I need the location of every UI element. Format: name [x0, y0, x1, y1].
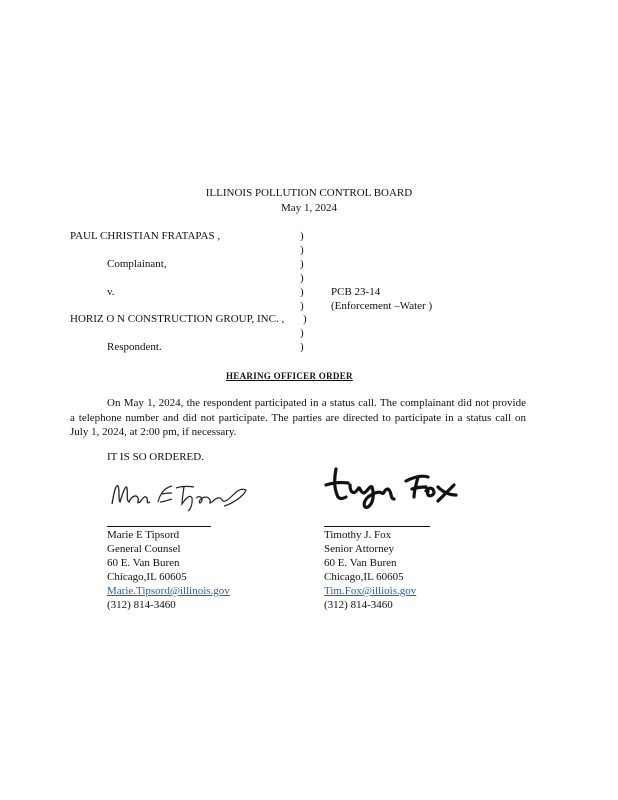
board-name: ILLINOIS POLLUTION CONTROL BOARD	[205, 187, 413, 199]
so-ordered: IT IS SO ORDERED.	[107, 451, 204, 463]
caption-paren: )	[300, 341, 304, 353]
caption-paren: )	[300, 300, 304, 312]
signatory-email-link[interactable]: Marie.Tipsord@illinois.gov	[107, 585, 230, 597]
respondent-name: HORIZ O N CONSTRUCTION GROUP, INC. ,	[70, 313, 285, 325]
caption-paren: )	[300, 230, 304, 242]
signature-tipsord	[106, 478, 254, 512]
caption-paren: )	[303, 313, 307, 325]
versus-label: v.	[107, 286, 115, 298]
respondent-label: Respondent.	[107, 341, 162, 353]
order-paragraph-text: On May 1, 2024, the respondent participated in a status call. The complainant did not provide a telephone number and did not participate. The parties are directed to participate in a status call on July 1, 2024, at 2:00 pm, if necessary.	[70, 397, 526, 438]
caption-paren: )	[300, 258, 304, 270]
signature-line-tipsord	[107, 526, 211, 527]
caption-paren: )	[300, 327, 304, 339]
signatory-phone: (312) 814-3460	[324, 599, 393, 611]
case-number: PCB 23-14	[331, 286, 381, 298]
case-type: (Enforcement –Water )	[331, 300, 433, 312]
order-paragraph	[70, 396, 526, 440]
caption-paren: )	[300, 272, 304, 284]
signatory-address: 60 E. Van Buren	[107, 557, 180, 569]
signatory-city: Chicago,IL 60605	[324, 571, 404, 583]
caption-paren: )	[300, 244, 304, 256]
signatory-phone: (312) 814-3460	[107, 599, 176, 611]
signatory-city: Chicago,IL 60605	[107, 571, 187, 583]
signatory-address: 60 E. Van Buren	[324, 557, 397, 569]
signatory-title: General Counsel	[107, 543, 181, 555]
signatory-name: Timothy J. Fox	[324, 529, 392, 541]
signature-line-fox	[324, 526, 430, 527]
signatory-name: Marie E Tipsord	[107, 529, 180, 541]
order-title: HEARING OFFICER ORDER	[226, 371, 353, 381]
complainant-label: Complainant,	[107, 258, 167, 270]
signatory-email-link[interactable]: Tim.Fox@illiois.gov	[324, 585, 417, 597]
complainant-name: PAUL CHRISTIAN FRATAPAS ,	[70, 230, 221, 242]
order-date: May 1, 2024	[281, 202, 337, 214]
caption-paren: )	[300, 286, 304, 298]
signature-fox	[322, 463, 462, 511]
signatory-title: Senior Attorney	[324, 543, 394, 555]
